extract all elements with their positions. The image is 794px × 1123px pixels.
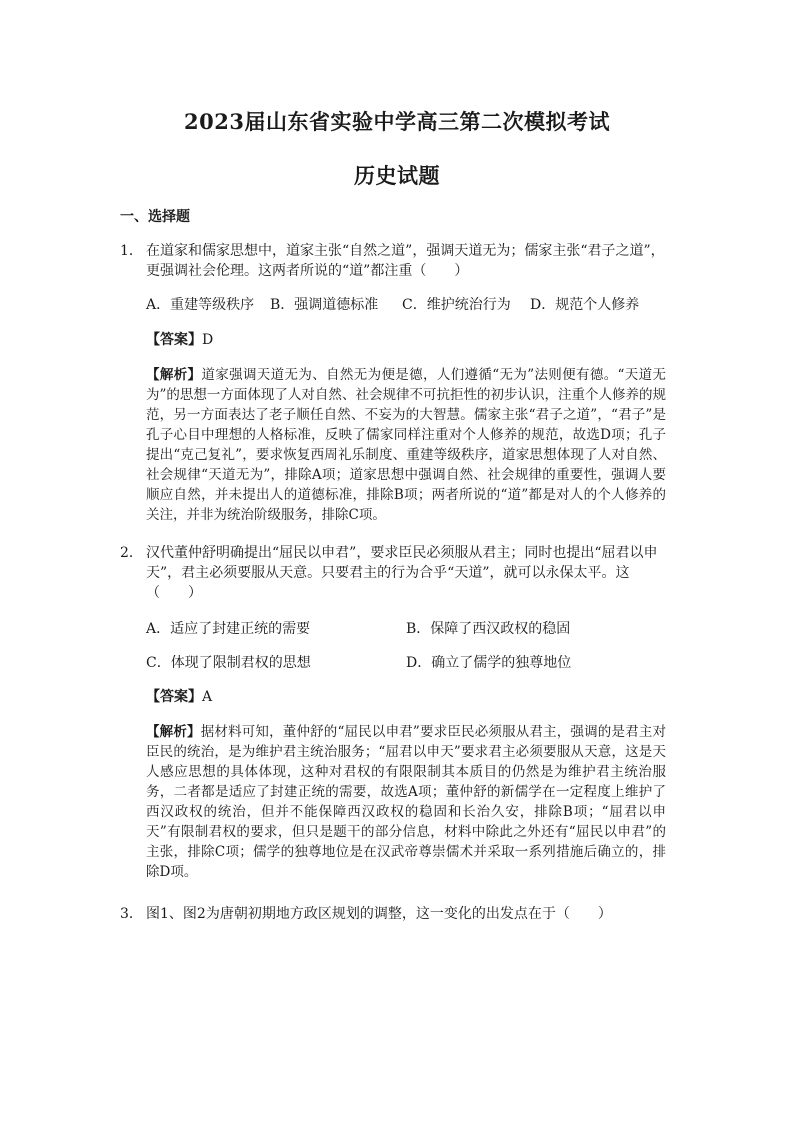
question-3-number: 3． (120, 906, 143, 922)
question-1 (120, 241, 675, 281)
explanation-text: 道家强调天道无为、自然无为便是德，人们遵循“无为”法则便有德。“天道无为”的思想一方面体现了人对自然、社会规律不可抗拒性的初步认识，注重个人修养的规范，另一方面表达了老子顺任自然、不妄为的大智慧。儒家主张“君子之道”，“君子”是孔子心目中理想的人格标准，反映了儒家同样注重对个人修养的规范，故选D项；孔子提出“克己复礼”，要求恢复西周礼乐制度、重建等级秩序，道家思想体现了人对自然、社会规律“天道无为”，排除A项；道家思想中强调自然、社会规律的重要性，强调人要顺应自然，并未提出人的道德标准，排除B项；两者所说的“道”都是对人的个人修养的关注，并非为统治阶级服务，排除C项。 (146, 367, 666, 523)
answer-value: D (202, 332, 214, 348)
question-1-option-d: D．规范个人修养 (530, 297, 640, 313)
question-1-answer (146, 330, 213, 350)
question-1-stem: 在道家和儒家思想中，道家主张“自然之道”，强调天道无为；儒家主张“君子之道”，更强调社会伦理。这两者所说的“道”都注重（ ） (146, 243, 665, 279)
question-2-stem: 汉代董仲舒明确提出“屈民以申君”，要求臣民必须服从君主；同时也提出“屈君以申天”，君主必须要服从天意。只要君主的行为合乎“天道”，就可以永保太平。这（ ） (146, 545, 658, 601)
document-title: 2023届山东省实验中学高三第二次模拟考试 (184, 109, 610, 134)
question-3-stem: 图1、图2为唐朝初期地方政区规划的调整，这一变化的出发点在于（ ） (146, 906, 612, 922)
question-2-option-b: B．保障了西汉政权的稳固 (406, 621, 571, 637)
question-2-option-d: D．确立了儒学的独尊地位 (406, 655, 572, 671)
question-2-option-a: A．适应了封建正统的需要 (146, 621, 311, 637)
answer-tag: 【答案】 (146, 332, 202, 348)
question-1-option-a: A．重建等级秩序 (146, 297, 255, 313)
section-heading: 一、选择题 (120, 209, 190, 225)
question-2 (120, 543, 675, 603)
question-2-option-c: C．体现了限制君权的思想 (146, 655, 311, 671)
explanation-tag: 【解析】 (146, 367, 202, 383)
explanation-tag: 【解析】 (146, 724, 201, 740)
question-2-explanation (146, 722, 666, 882)
answer-tag: 【答案】 (146, 689, 202, 705)
question-3 (120, 904, 675, 924)
question-1-option-c: C．维护统治行为 (402, 297, 511, 313)
question-1-option-b: B．强调道德标准 (270, 297, 379, 313)
question-2-options (146, 619, 571, 673)
question-1-explanation (146, 365, 666, 525)
document-subtitle: 历史试题 (354, 163, 440, 188)
question-1-number: 1． (120, 243, 143, 259)
explanation-text: 据材料可知，董仲舒的“屈民以申君”要求臣民必须服从君主，强调的是君主对臣民的统治，是为维护君主统治服务；“屈君以申天”要求君主必须要服从天意，这是天人感应思想的具体体现，这种对君权的有限限制其本质目的仍然是为维护君主统治服务，二者都是适应了封建正统的需要，故选A项；董仲舒的新儒学在一定程度上维护了西汉政权的统治，但并不能保障西汉政权的稳固和长治久安，排除B项；“屈君以申天”有限制君权的要求，但只是题干的部分信息，材料中除此之外还有“屈民以申君”的主张，排除C项；儒学的独尊地位是在汉武帝尊崇儒术并采取一系列措施后确立的，排除D项。 (146, 724, 667, 880)
question-2-number: 2． (120, 545, 143, 561)
answer-value: A (202, 689, 213, 705)
question-2-answer (146, 687, 212, 707)
question-1-options (146, 295, 639, 315)
